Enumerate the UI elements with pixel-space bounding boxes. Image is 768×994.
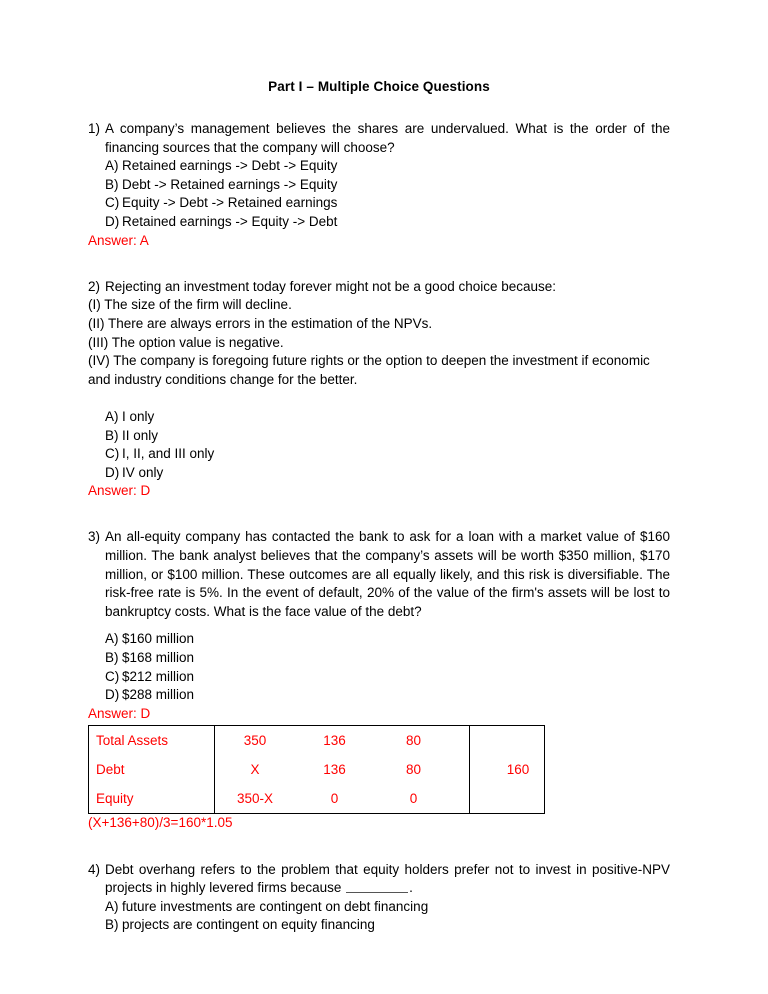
- spacer: [88, 852, 670, 861]
- table-cell-value: 0: [409, 791, 418, 807]
- option-3-b-text: $168 million: [122, 650, 195, 666]
- table-cell-value: X: [250, 762, 260, 778]
- option-3-d-label: D): [105, 687, 120, 703]
- option-3-c-text: $212 million: [122, 668, 195, 684]
- spacer: [88, 519, 670, 528]
- table-cell-market-value: 160: [506, 762, 530, 778]
- option-1-d-label: D): [105, 213, 120, 229]
- spacer: [88, 250, 670, 269]
- option-1-b-text: Debt -> Retained earnings -> Equity: [122, 176, 338, 192]
- table-cell-spacer: [453, 726, 470, 755]
- spacer: [88, 833, 670, 852]
- document-content: [88, 78, 670, 935]
- question-2-stem: [88, 278, 670, 297]
- table-row: [89, 726, 566, 755]
- question-3-stem-text: An all-equity company has contacted the bank to ask for a loan with a market value of $160 million. The bank analyst believes that the company’s assets will be worth $350 million, $170 million, or $100 million. These outcomes are all equally likely, and this risk is diversifiable. The risk-free rate is 5%. In the event of default, 20% of the value of the firm's assets will be lost to bankruptcy costs. What is the face value of the debt?: [105, 529, 670, 619]
- option-2-c-text: I, II, and III only: [122, 446, 215, 462]
- question-4-options: [88, 898, 670, 935]
- option-4-b-label: B): [105, 917, 119, 933]
- table-cell-value: 350-X: [236, 791, 274, 807]
- option-2-a-label: A): [105, 408, 119, 424]
- question-3-answer: Answer: D: [88, 705, 151, 721]
- option-2-a[interactable]: [88, 408, 670, 427]
- question-4: [88, 861, 670, 935]
- question-3: [88, 528, 670, 833]
- question-1: [88, 120, 670, 250]
- option-2-b[interactable]: [88, 427, 670, 446]
- question-1-options: [88, 157, 670, 231]
- option-1-d-text: Retained earnings -> Equity -> Debt: [122, 213, 338, 229]
- option-2-c-label: C): [105, 446, 120, 462]
- question-1-stem-text: A company’s management believes the shares are undervalued. What is the order of the financing sources that the company will choose?: [105, 121, 670, 155]
- option-2-b-text: II only: [122, 427, 159, 443]
- question-4-number: 4): [88, 861, 101, 877]
- table-row-label: Debt: [89, 755, 215, 784]
- option-1-d[interactable]: [88, 213, 670, 232]
- question-2-statement-4: (IV) The company is foregoing future rights or the option to deepen the investment if economic and industry conditions change for the better.: [88, 353, 650, 387]
- table-cell-spacer: [453, 755, 470, 784]
- question-2-options: [88, 408, 670, 482]
- work-table: [89, 726, 566, 813]
- option-4-b[interactable]: [88, 916, 670, 935]
- question-4-stem-text: Debt overhang refers to the problem that equity holders prefer not to invest in positive-NPV projects in highly levered firms because: [105, 861, 670, 896]
- option-2-a-text: I only: [122, 408, 155, 424]
- option-1-c-label: C): [105, 195, 120, 211]
- question-3-number: 3): [88, 529, 101, 545]
- table-cell-spacer: [453, 784, 470, 813]
- table-cell-value: 0: [330, 791, 339, 807]
- question-2-answer: Answer: D: [88, 483, 151, 499]
- question-4-stem: [88, 861, 670, 898]
- option-4-b-text: projects are contingent on equity financing: [122, 917, 375, 933]
- option-3-a-label: A): [105, 631, 119, 647]
- option-1-a-label: A): [105, 158, 119, 174]
- table-cell-value: 136: [323, 762, 346, 778]
- table-cell-value: 80: [405, 733, 422, 749]
- option-1-a-text: Retained earnings -> Debt -> Equity: [122, 158, 338, 174]
- option-4-a-text: future investments are contingent on debt financing: [122, 898, 429, 914]
- spacer: [88, 389, 670, 408]
- page-title: Part I – Multiple Choice Questions: [268, 79, 490, 94]
- question-3-formula: (X+136+80)/3=160*1.05: [88, 815, 233, 831]
- option-3-b[interactable]: [88, 649, 670, 668]
- option-3-d[interactable]: [88, 686, 670, 705]
- question-2-statement-2: (II) There are always errors in the estimation of the NPVs.: [88, 315, 433, 331]
- question-2: [88, 278, 670, 501]
- table-row-label: Equity: [89, 784, 215, 813]
- option-2-d[interactable]: [88, 464, 670, 483]
- option-4-a-label: A): [105, 898, 119, 914]
- option-3-a[interactable]: [88, 630, 670, 649]
- question-1-stem: [88, 120, 670, 157]
- question-2-statement-3: (III) The option value is negative.: [88, 334, 284, 350]
- option-4-a[interactable]: [88, 898, 670, 917]
- table-cell-value: 350: [243, 733, 267, 749]
- fill-in-blank[interactable]: [346, 881, 408, 893]
- option-2-d-text: IV only: [122, 464, 164, 480]
- work-table-wrapper: [88, 725, 545, 814]
- question-3-stem: [88, 528, 670, 621]
- table-row-label: Total Assets: [89, 726, 215, 755]
- option-1-c[interactable]: [88, 194, 670, 213]
- spacer: [88, 501, 670, 520]
- option-3-a-text: $160 million: [122, 631, 195, 647]
- question-4-stem-suffix: .: [409, 880, 413, 896]
- table-cell-value: 136: [323, 733, 346, 749]
- question-2-number: 2): [88, 278, 101, 294]
- option-1-c-text: Equity -> Debt -> Retained earnings: [122, 195, 338, 211]
- option-1-b[interactable]: [88, 176, 670, 195]
- option-2-c[interactable]: [88, 445, 670, 464]
- spacer: [88, 269, 670, 278]
- question-3-options: [88, 630, 670, 704]
- question-1-answer: Answer: A: [88, 232, 149, 248]
- table-cell-value: 80: [405, 762, 422, 778]
- spacer: [88, 621, 670, 630]
- question-2-statement-1: (I) The size of the firm will decline.: [88, 297, 292, 313]
- question-1-number: 1): [88, 121, 101, 136]
- option-2-b-label: B): [105, 427, 119, 443]
- option-1-a[interactable]: [88, 157, 670, 176]
- option-3-c-label: C): [105, 668, 120, 684]
- option-3-c[interactable]: [88, 668, 670, 687]
- option-3-d-text: $288 million: [122, 687, 195, 703]
- option-2-d-label: D): [105, 464, 120, 480]
- question-2-stem-text: Rejecting an investment today forever might not be a good choice because:: [105, 278, 557, 294]
- option-3-b-label: B): [105, 650, 119, 666]
- option-1-b-label: B): [105, 176, 119, 192]
